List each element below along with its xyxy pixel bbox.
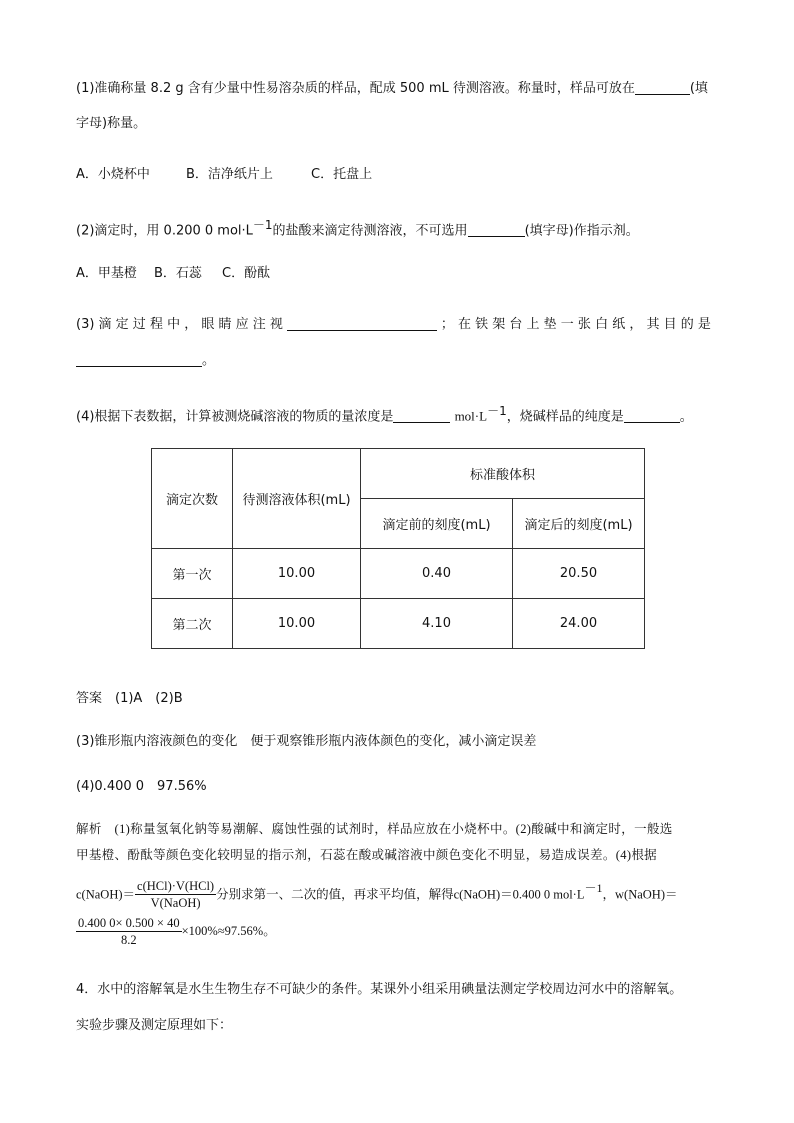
- q1-options: [76, 166, 372, 184]
- analysis-formula-line: c(NaOH)＝ $\frac{\text{c(HCl)·V(HCl)}}{\text{V(NaOH)}}$ 分别求第一、二次的值，再求平均值，解得c(NaOH)＝0.400 0 $mol\cdot L^{-1}$，w(NaOH)＝: [76, 878, 678, 910]
- row-after: 24.00: [513, 599, 645, 649]
- answer-line3: (4)0.400 0 97.56%: [76, 779, 207, 794]
- q2-answer-blank[interactable]: [468, 222, 525, 237]
- q3-line1: (3) 滴 定 过 程 中 ， 眼 睛 应 注 视 ； 在 铁 架 台 上 垫 一 张 白 纸 ， 其 目 的 是: [76, 317, 711, 332]
- concentration-fraction: $\frac{\text{c(HCl)·V(HCl)}}{\text{V(NaOH)}}$: [137, 878, 215, 910]
- table-row: [152, 599, 645, 649]
- row-before: 0.40: [361, 549, 513, 599]
- q3-answer-blank-1[interactable]: [287, 316, 437, 331]
- q4-answer-blank-1[interactable]: [393, 408, 450, 423]
- q2-option-c: C．酚酞: [222, 266, 271, 281]
- q1-option-a: A．小烧杯中: [76, 167, 150, 182]
- row-label: 第二次: [152, 599, 233, 649]
- q2-option-a: A．甲基橙: [76, 266, 137, 281]
- analysis-purity-line: $\frac{0.400 0\times 0.500 \times 40}{8.2}$ ×100%≈97.56%。: [78, 915, 276, 947]
- analysis-line2: 甲基橙、酚酞等颜色变化较明显的指示剂，石蕊在酸或碱溶液中颜色变化不明显，易造成误差。(4)根据: [76, 848, 658, 862]
- q1-option-c: C．托盘上: [311, 167, 373, 182]
- header-before: 滴定前的刻度(mL): [361, 499, 513, 549]
- answer-line2: (3)锥形瓶内溶液颜色的变化 便于观察锥形瓶内液体颜色的变化，减小滴定误差: [76, 734, 537, 749]
- analysis-line1: 解析 (1)称量氢氧化钠等易潮解、腐蚀性强的试剂时，样品应放在小烧杯中。(2)酸碱中和滴定时，一般选: [76, 822, 673, 836]
- answer-line1: 答案 (1)A (2)B: [76, 691, 183, 706]
- purity-fraction: $\frac{0.400 0\times 0.500 \times 40}{8.2}$: [78, 915, 180, 947]
- table-row: [152, 549, 645, 599]
- q2-line: (2)滴定时，用 0.200 0 $mol\cdot L^{-1}$的盐酸来滴定待测溶液，不可选用 (填字母)作指示剂。: [76, 218, 639, 239]
- q1-option-b: B．洁净纸片上: [186, 167, 273, 182]
- q1-line2: 字母)称量。: [76, 116, 147, 131]
- header-volume: 待测溶液体积(mL): [233, 449, 361, 549]
- q2-options: [76, 265, 270, 283]
- q3-line2: 。: [76, 352, 215, 370]
- row-volume: 10.00: [233, 599, 361, 649]
- q4-line: (4)根据下表数据，计算被测烧碱溶液的物质的量浓度是 $mol\cdot L^{-1}$，烧碱样品的纯度是 。: [76, 404, 693, 425]
- q1-line1: (1)准确称量 8.2 g 含有少量中性易溶杂质的样品，配成 500 mL 待测溶液。称量时，样品可放在 (填: [76, 81, 708, 96]
- q3-answer-blank-2[interactable]: [76, 352, 202, 367]
- row-label: 第一次: [152, 549, 233, 599]
- header-after: 滴定后的刻度(mL): [513, 499, 645, 549]
- q2-option-b: B．石蕊: [154, 266, 202, 281]
- row-volume: 10.00: [233, 549, 361, 599]
- q4-answer-blank-2[interactable]: [624, 408, 680, 423]
- q4-next-line1: 4．水中的溶解氧是水生生物生存不可缺少的条件。某课外小组采用碘量法测定学校周边河水中的溶解氧。: [76, 982, 683, 997]
- titration-table: [151, 448, 645, 649]
- q4-next-line2: 实验步骤及测定原理如下：: [76, 1018, 233, 1033]
- header-acid: 标准酸体积: [361, 449, 645, 499]
- row-before: 4.10: [361, 599, 513, 649]
- q1-answer-blank[interactable]: [635, 80, 690, 95]
- row-after: 20.50: [513, 549, 645, 599]
- header-trials: 滴定次数: [152, 449, 233, 549]
